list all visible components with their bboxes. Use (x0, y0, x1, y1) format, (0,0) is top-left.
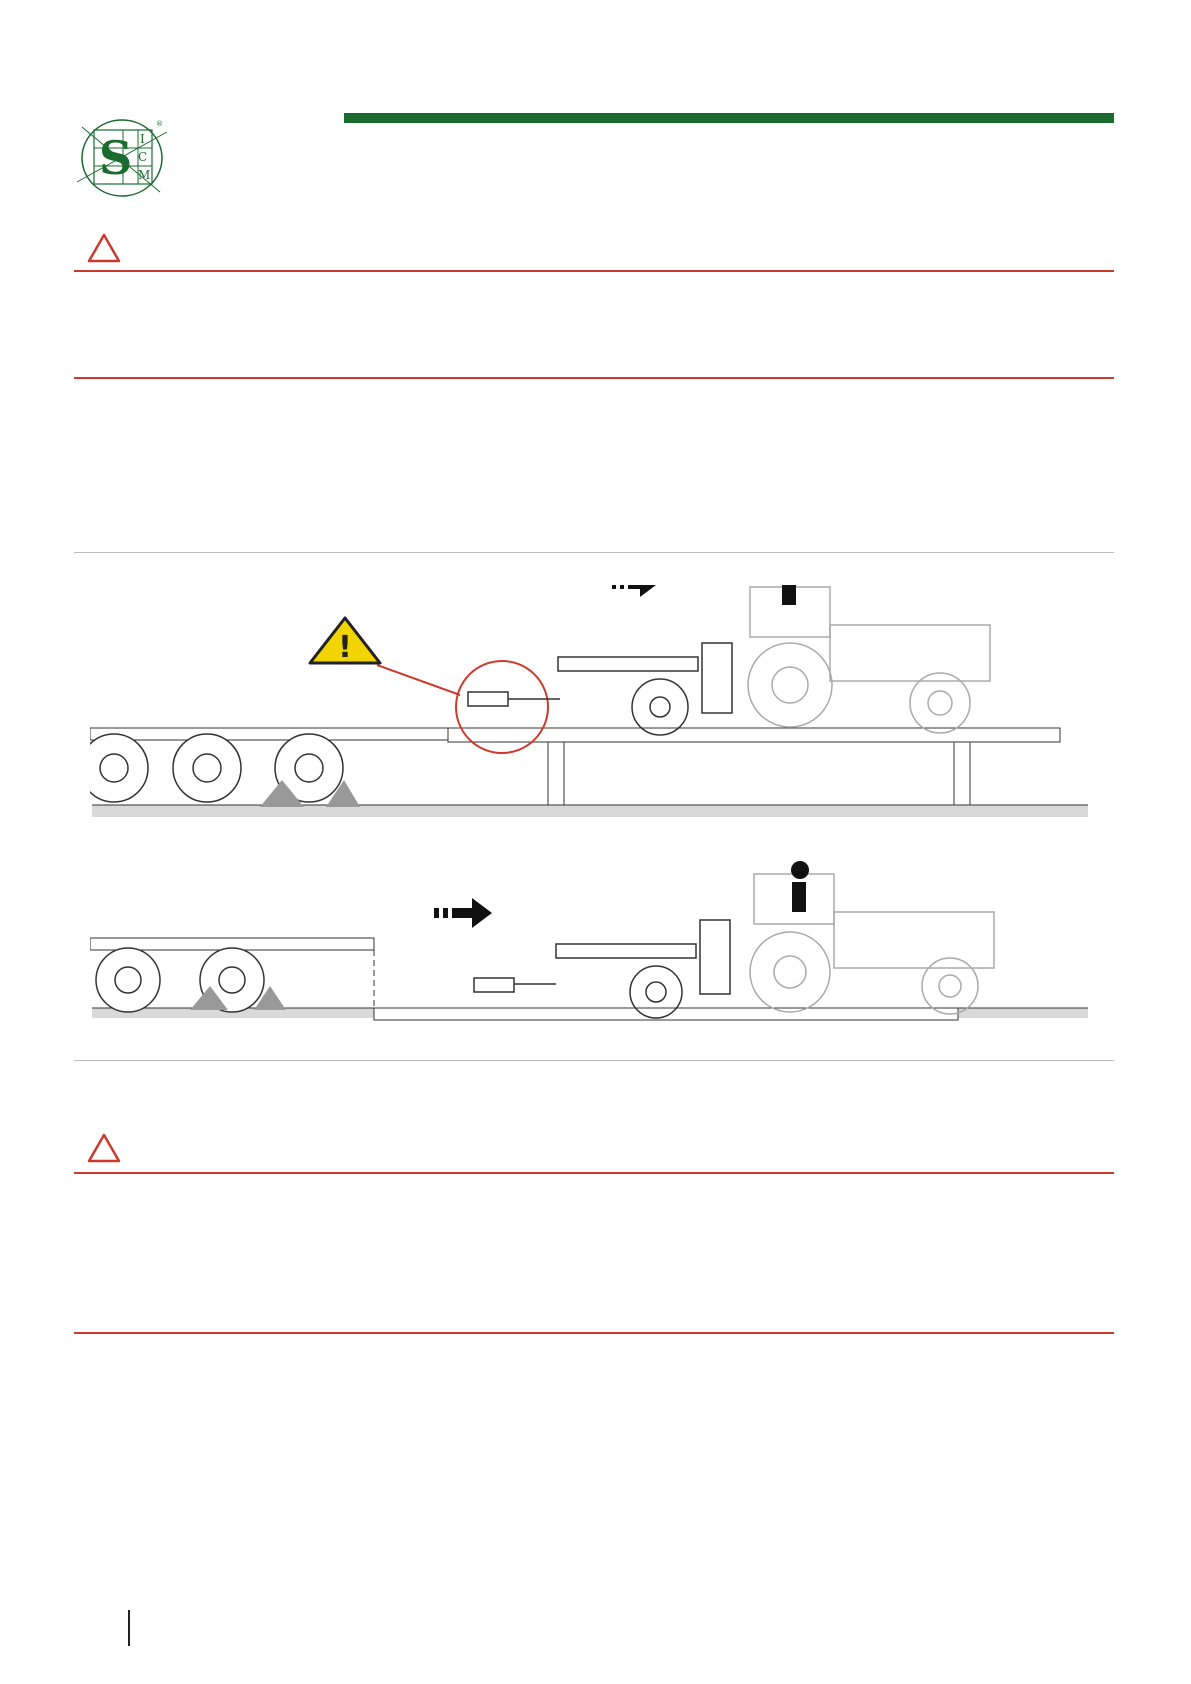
figure-bottom-rule (74, 1060, 1114, 1061)
logo-letter-i: I (140, 132, 145, 146)
tractor-on-ground-illustration (90, 860, 1090, 1030)
trailer-wheel (90, 734, 343, 802)
page-number-marker (128, 1610, 130, 1646)
warning-triangle-outline-icon (86, 232, 122, 264)
warning-bottom-rule (74, 377, 1114, 379)
warning-triangle-outline-icon (86, 1132, 122, 1164)
svg-text:S: S (99, 131, 133, 185)
schema-logo-icon (72, 112, 172, 204)
logo-letter-m: M (138, 168, 151, 182)
figure-top-rule (74, 552, 1114, 553)
tractor-unloading-from-trailer-illustration (90, 585, 1090, 825)
warning-bottom-rule (74, 1332, 1114, 1334)
header-bar (344, 113, 1114, 123)
svg-text:!: ! (338, 630, 352, 665)
warning-top-rule (74, 1172, 1114, 1174)
logo-letter-c: C (138, 150, 148, 164)
warning-top-rule (74, 270, 1114, 272)
svg-text:®: ® (156, 120, 163, 128)
yellow-warning-sign-icon (310, 618, 380, 665)
